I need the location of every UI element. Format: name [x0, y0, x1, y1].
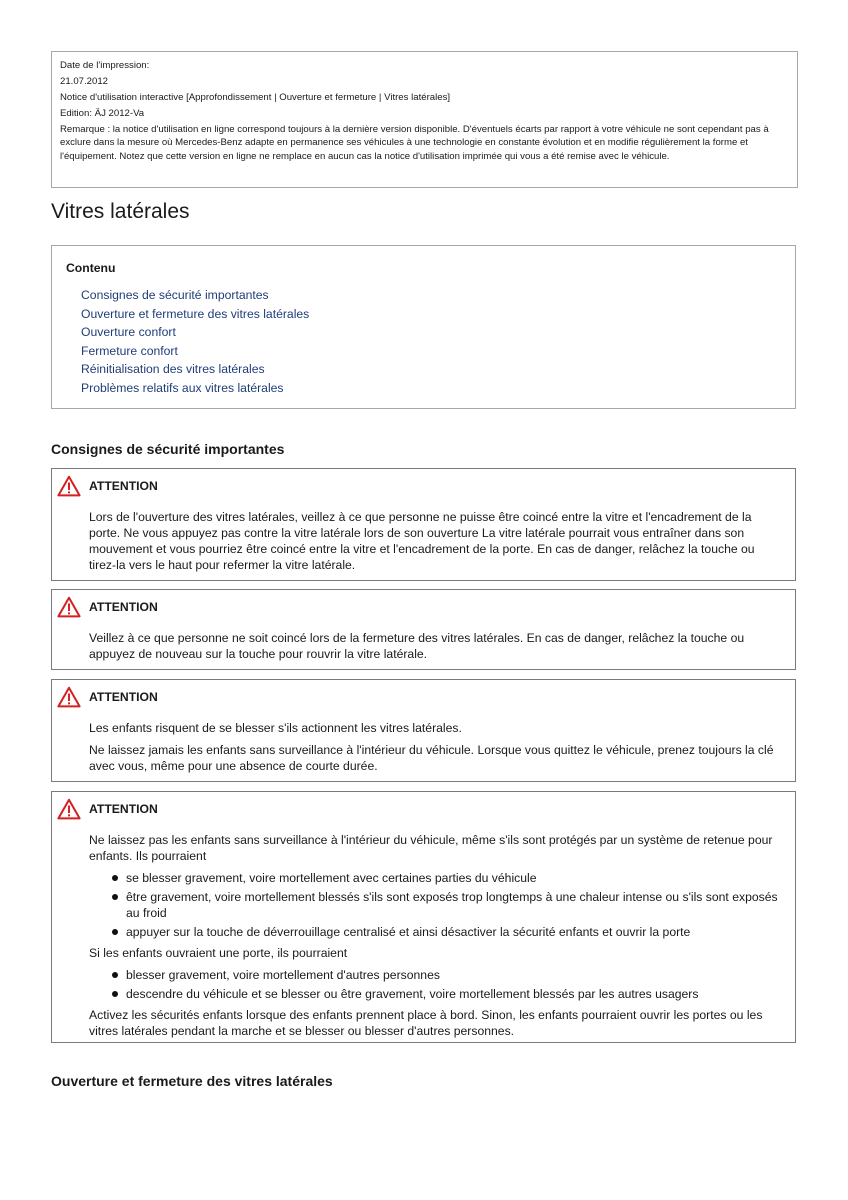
warning-label: ATTENTION — [89, 802, 158, 816]
toc-link-comfort-closing[interactable]: Fermeture confort — [81, 343, 178, 358]
warning-label: ATTENTION — [89, 479, 158, 493]
list-item: se blesser gravement, voire mortellement avec certaines parties du véhicule — [126, 870, 781, 886]
warning-text: Activez les sécurités enfants lorsque des enfants prennent place à bord. Sinon, les enfants pourraient ouvrir les portes ou les vitres latérales pendant la marche et se blesser ou blesser d'autres personnes. — [89, 1008, 763, 1038]
warning-body — [89, 832, 781, 1045]
list-item: descendre du véhicule et se blesser ou être gravement, voire mortellement blessés par les autres usagers — [126, 986, 781, 1002]
warning-text: Lors de l'ouverture des vitres latérales, veillez à ce que personne ne puisse être coincé entre la vitre et l'encadrement de la porte. Ne vous appuyez pas contre la vitre latérale lors de son ouverture La vitre latérale pourrait vous entraîner dans son mouvement et vous pourriez être coincé entre la vitre et l'encadrement de la porte. En cas de danger, relâchez la touche ou tirez-la vers le haut pour refermer la vitre latérale. — [89, 510, 755, 572]
print-date-label: Date de l'impression: — [60, 60, 150, 71]
toc-link-safety[interactable]: Consignes de sécurité importantes — [81, 288, 269, 302]
warning-body — [89, 509, 781, 579]
warning-box — [51, 679, 796, 782]
warning-triangle-icon — [57, 596, 81, 618]
bullet-list — [89, 870, 781, 940]
warning-body — [89, 720, 781, 780]
edition: Edition: ÄJ 2012-Va — [60, 108, 145, 120]
toc-link-reset[interactable]: Réinitialisation des vitres latérales — [81, 362, 265, 376]
warning-body — [89, 630, 781, 668]
print-date: 21.07.2012 — [60, 76, 109, 88]
warning-triangle-icon — [57, 475, 81, 497]
warning-text: Ne laissez pas les enfants sans surveillance à l'intérieur du véhicule, même s'ils sont protégés par un système de retenue pour enfants. Ils pourraient — [89, 833, 773, 863]
list-item: blesser gravement, voire mortellement d'autres personnes — [126, 967, 781, 983]
warning-triangle-icon — [57, 798, 81, 820]
warning-box — [51, 589, 796, 670]
toc-link-comfort-opening[interactable]: Ouverture confort — [81, 325, 176, 339]
warning-text: Veillez à ce que personne ne soit coincé lors de la fermeture des vitres latérales. En cas de danger, relâchez la touche ou appuyez de nouveau sur la touche pour rouvrir la vitre latérale. — [89, 631, 745, 661]
page-title: Vitres latérales — [51, 200, 190, 223]
section-title-opening-closing: Ouverture et fermeture des vitres latérales — [51, 1073, 333, 1089]
toc-list — [81, 286, 309, 397]
warning-label: ATTENTION — [89, 600, 158, 614]
toc-link-opening-closing[interactable]: Ouverture et fermeture des vitres latérales — [81, 306, 310, 321]
table-of-contents — [51, 245, 796, 409]
warning-triangle-icon — [57, 686, 81, 708]
list-item: appuyer sur la touche de déverrouillage centralisé et ainsi désactiver la sécurité enfants et ouvrir la porte — [126, 924, 781, 940]
warning-label: ATTENTION — [89, 690, 158, 704]
warning-box — [51, 468, 796, 581]
bullet-list — [89, 967, 781, 1002]
warning-text: Ne laissez jamais les enfants sans surveillance à l'intérieur du véhicule. Lorsque vous quittez le véhicule, prenez toujours la clé avec vous, même pour une absence de courte durée. — [89, 743, 774, 773]
remark-text: Remarque : la notice d'utilisation en ligne correspond toujours à la dernière version disponible. D'éventuels écarts par rapport à votre véhicule ne sont cependant pas à exclure dans la mesure où Mercedes-Benz adapte en permanence ses véhicules à une technologie en constante évolution et en modifie régulièrement la forme et l'équipement. Notez que cette version en ligne ne remplace en aucun cas la notice d'utilisation imprimée qui vous a été remise avec le véhicule. — [60, 124, 769, 162]
warning-box — [51, 791, 796, 1043]
warning-text: Si les enfants ouvraient une porte, ils pourraient — [89, 946, 348, 960]
warning-text: Les enfants risquent de se blesser s'ils actionnent les vitres latérales. — [89, 721, 462, 735]
print-info-box — [51, 51, 798, 188]
toc-link-problems[interactable]: Problèmes relatifs aux vitres latérales — [81, 380, 284, 395]
section-title-safety: Consignes de sécurité importantes — [51, 441, 285, 457]
breadcrumb: Notice d'utilisation interactive [Approfondissement | Ouverture et fermeture | Vitres latérales] — [60, 92, 451, 104]
list-item: être gravement, voire mortellement blessés s'ils sont exposés trop longtemps à une chaleur intense ou s'ils sont exposés au froid — [126, 889, 781, 921]
toc-title: Contenu — [66, 261, 116, 275]
